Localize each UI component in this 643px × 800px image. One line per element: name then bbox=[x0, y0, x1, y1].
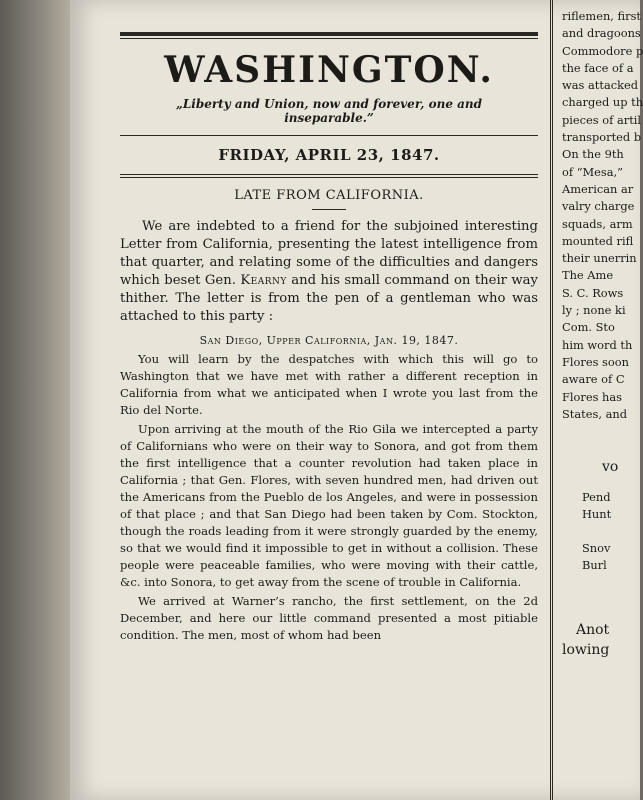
right-line: and dragoons bbox=[562, 26, 641, 41]
right-line: Pend bbox=[582, 490, 611, 505]
letter-dateline: San Diego, Upper California, Jan. 19, 1847. bbox=[199, 334, 459, 348]
paragraph-3: We arrived at Warner’s rancho, the first settlement, on the 2d December, and here our little command presented a most pitiable condition. The men, most of whom had been bbox=[120, 594, 538, 643]
right-line: Hunt bbox=[582, 507, 612, 522]
main-column bbox=[120, 24, 538, 646]
right-gap bbox=[562, 477, 642, 489]
right-line: charged up th bbox=[562, 95, 643, 110]
masthead-motto: „Liberty and Union, now and forever, one and inseparable.” bbox=[175, 96, 483, 125]
paragraph-1: You will learn by the despatches with which this will go to Washington that we have met with rather a different reception in California from what we anticipated when I wrote you last from the Rio del Norte. bbox=[120, 352, 538, 418]
right-line: States, and bbox=[562, 406, 627, 421]
right-line: aware of C bbox=[562, 372, 625, 387]
article-intro bbox=[120, 218, 538, 326]
dateline-rule bbox=[120, 174, 538, 178]
column-divider bbox=[550, 0, 553, 800]
right-line: ly ; none ki bbox=[562, 303, 626, 318]
right-line: of “Mesa,” bbox=[562, 164, 624, 179]
right-heading-fragment: vo bbox=[602, 459, 619, 476]
right-fragment-top: riflemen, first bbox=[562, 9, 642, 23]
right-line: their unerrin bbox=[562, 251, 637, 266]
right-line: On the 9th bbox=[562, 147, 624, 162]
right-line: Flores has bbox=[562, 389, 623, 404]
right-line: him word th bbox=[562, 337, 633, 352]
right-line: was attacked bbox=[562, 78, 639, 93]
right-line: valry charge bbox=[562, 199, 635, 214]
top-rule bbox=[120, 32, 538, 36]
right-line: The Ame bbox=[562, 268, 614, 283]
right-line: Burl bbox=[582, 558, 607, 573]
intro-text-before: We are indebted to a friend for the subjoined interesting Letter from California, presenting the latest intelligence from that quarter, and relating some of the difficulties and dangers which beset Gen. bbox=[120, 219, 538, 289]
right-line: squads, arm bbox=[562, 216, 633, 231]
right-gap bbox=[562, 574, 642, 620]
right-gap bbox=[562, 423, 642, 457]
right-line: Commodore p bbox=[562, 43, 643, 58]
top-rule-thin bbox=[120, 38, 538, 39]
intro-name: Kearny bbox=[240, 273, 287, 289]
right-gap bbox=[562, 524, 642, 540]
motto-rule bbox=[120, 135, 538, 136]
right-line: Anot bbox=[576, 622, 610, 639]
right-line: S. C. Rows bbox=[562, 285, 624, 300]
right-line: the face of a bbox=[562, 60, 634, 75]
right-line: mounted rifl bbox=[562, 233, 634, 248]
article-headline: LATE FROM CALIFORNIA. bbox=[234, 188, 424, 204]
masthead-title: WASHINGTON. bbox=[164, 49, 494, 91]
right-line: Flores soon bbox=[562, 354, 629, 369]
intro-text-after: and his small command on their way thither. The letter is from the pen of a gentleman who was attached to this party : bbox=[120, 273, 538, 325]
right-line: transported b bbox=[562, 130, 642, 145]
right-line: Snov bbox=[582, 540, 611, 555]
right-line: lowing bbox=[562, 642, 610, 659]
right-column bbox=[562, 9, 643, 660]
newspaper-page bbox=[70, 0, 643, 800]
right-line: American ar bbox=[562, 181, 634, 196]
right-line: pieces of artil bbox=[562, 112, 642, 127]
headline-rule bbox=[312, 209, 346, 210]
dateline: FRIDAY, APRIL 23, 1847. bbox=[218, 146, 440, 165]
right-line: Com. Sto bbox=[562, 320, 615, 335]
paragraph-2: Upon arriving at the mouth of the Rio Gila we intercepted a party of Californians who were on their way to Sonora, and got from them the first intelligence that a counter revolution had taken place in California ; that Gen. Flores, with seven hundred men, had driven out the Americans from the Pueblo de los Angeles, and were in possession of that place ; and that San Diego had been taken by Com. Stockton, though the roads leading from it were strongly guarded by the enemy, so that we would find it impossible to get in without a collision. These people were peaceable families, who were moving with their cattle, &c. into Sonora, to get away from the scene of trouble in California. bbox=[120, 422, 538, 590]
